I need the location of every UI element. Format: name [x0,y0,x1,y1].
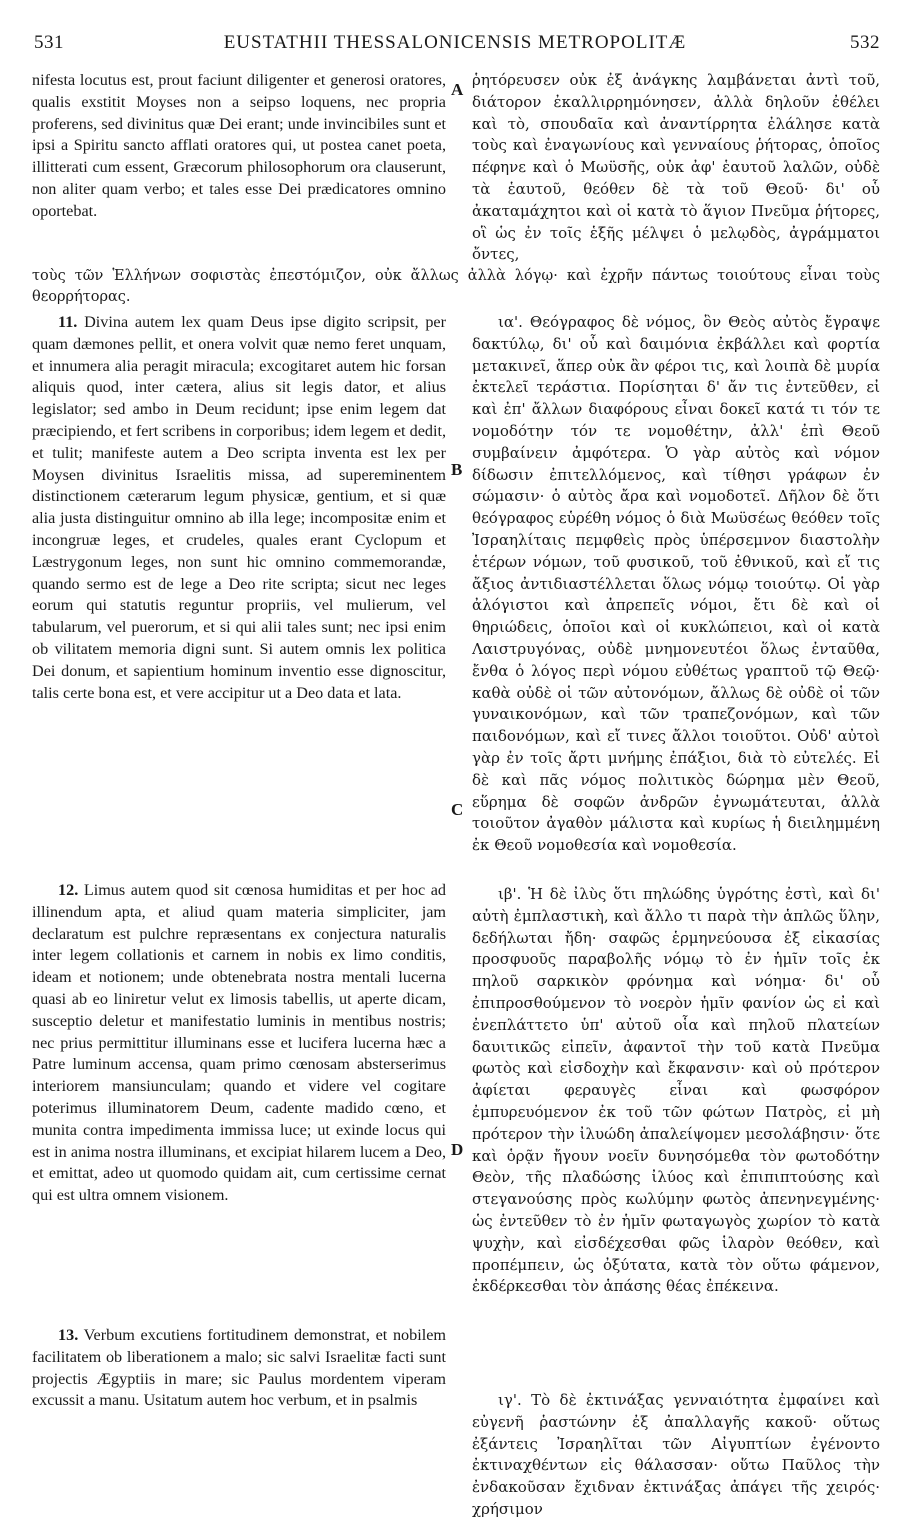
greek-11-text: Θεόγραφος δὲ νόμος, ὃν Θεὸς αὐτὸς ἔγραψε δακτύλῳ, δι' οὗ καὶ δαιμόνια ἐκβάλλει καὶ φορτία μετακινεῖ, ἅπερ οὐκ ἂν φέροι τις, καὶ λοιπὰ δὲ μυρία ἐκτελεῖ τεράστια. Πορίσηται δ' ἄν τις ἐντεῦθεν, εἰ καὶ ἐπ' ἄλλων διαφόρους εἶναι δοκεῖ κατά τι τόν τε νομοδότην τόν τε νομοθέτην, ἀλλ' ἐπὶ Θεοῦ συμβαίνειν ἀμφότερα. Ὁ γὰρ αὐτὸς καὶ νόμον δίδωσιν ἐπιτελλόμενος, καὶ τίθησι γράφων ἐν σώμασιν· ὁ αὐτὸς ἄρα καὶ νομοδοτεῖ. Δῆλον δὲ ὅτι θεόγραφος εὑρέθη νόμος ὁ διὰ Μωϋσέως θεόθεν τοῖς Ἰσραηλίταις πεμφθεὶς πρὸς ὑπέρσεμνον διαστολὴν ἑτέρων νόμων, τοῦ φυσικοῦ, τοῦ ἐθνικοῦ, καὶ εἴ τις ἄξιος ἀντιδιαστέλλεται ὅλως νόμῳ τοιούτῳ. Οἱ γὰρ ἀλόγιστοι καὶ ἀπρεπεῖς νόμοι, ἔτι δὲ καὶ οἱ θηριώδεις, ὁποῖοι καὶ οἱ κυκλώπειοι, καὶ οἱ κατὰ Λαιστρυγόνας, οὐδὲ μνημονευτέοι ὅλως ἐνταῦθα, ἔνθα ὁ λόγος περὶ νόμου εὐθέτως γραπτοῦ τῷ Θεῷ· καθὰ οὐδὲ οἱ τῶν αὐτονόμων, ἄλλως δὲ οὐδὲ οἱ τῶν γυναικονόμων, καὶ τῶν τραπεζονόμων, καὶ τῶν παιδονόμων, καὶ εἴ τινες ἄλλοι τοιοῦτοι. Οὐδ' αὐτοὶ γὰρ ἐν τοῖς ἄρτι μνήμης ἐπάξιοι, διὰ τὸ εὐτελές. Εἰ δὲ καὶ πᾶς νόμος πολιτικὸς δώρημα μὲν Θεοῦ, εὕρημα δὲ σοφῶν ἀνδρῶν ἐγνωμάτευται, ἀλλὰ τοιοῦτον ἀγαθὸν μάλιστα καὶ κυρίως ἡ διειλημμένη ἐκ Θεοῦ νομοθεσία καὶ νομοθεσία. [472,313,880,855]
section-number: ιγ'. [498,1391,522,1409]
latin-11-text: Divina autem lex quam Deus ipse digito scripsit, per quam dæmones pellit, et onera volvit quæ nemo feret unquam, et innumera alia peragit miracula; excogitaret autem hic forsan aliquis quod, inter cætera, alius sit legis dator, et alius legislator; sed ambo in Deum recidunt; ipse enim legem dat præcipiendo, et fert scribens in corporibus; idem legem et dedit, et tulit; manifeste autem a Deo scripta inventa est lex per Moysen divinitus Israelitis missa, ad supereminentem distinctionem cæterarum legum physicæ, gentium, et si quæ alia justa distinguitur omnino ab illa lege; incompositæ enim et incongruæ leges, et crudeles, quales erant Cyclopum et Læstrygonum leges, non sunt hic omnino commemorandæ, quando sermo est de lege a Deo rite scripta; sicut nec leges eorum qui statutis reguntur propriis, vel mulierum, vel tabularum, vel puerorum, et si qui alii tales sunt; nec ipsi enim ob vilitatem memoria digni sunt. Si autem omnis lex politica Dei donum, et sapientium hominum inventio esse dignoscitur, talis certe bona est, et vere accipitur ut a Deo data et lata. [32,313,447,702]
latin-12-text: Limus autem quod sit cœnosa humiditas et per hoc ad illinendum apta, et aliud quam materia simpliciter, jam declaratum est pulchre repræsentans ex conjectura naturalis inter legem collationis et carnem in nobis ex limo conditis, ideam et notionem; unde obtenebrata nostra mentali lucerna quasi ab eo liniretur velut ex limosis tabellis, ut aperte dicam, susceptio deletur et manifestatio luminis in mentibus nostris; nec prius permittitur illuminans esse et lucifera lucerna hæc a Patre luminum accensa, quam primo cœnosam absterserimus interiorem mansiunculam; quando et videre vel cogitare poterimus illuminatorem Deum, cadente madido cœno, et munita contra impedimenta immissa luce; ut exinde locus qui est in anima nostra illuminans, et excipiat hilarem lucem a Deo, et emittat, adeo ut quomodo quidam ait, cum certissime cernat qui est ultra omnem visionem. [32,881,446,1205]
greek-paragraph-11 [472,312,880,857]
greek-paragraph-13 [472,1390,880,1521]
section-number: 13. [58,1326,79,1344]
greek-paragraph-top: ῥητόρευσεν οὐκ ἐξ ἀνάγκης λαμβάνεται ἀντὶ τοῦ, διάτορον ἐκαλλιρρημόνησεν, ἀλλὰ δηλοῦν ἐθέλει καὶ τὸ, σπουδαῖα καὶ ἀναντίρρητα ἐλάλησε κατὰ τοὺς καὶ ἐναγωνίους καὶ γενναίους ῥήτορας, ὁποῖος πέφηνε καὶ ὁ Μωϋσῆς, οὐκ ἀφ' ἑαυτοῦ λαλῶν, οὐδὲ τὰ ἑαυτοῦ, θεόθεν δὲ τὰ τοῦ Θεοῦ· δι' οὗ ἀκαταμάχητοι καὶ οἱ κατὰ τὸ ἅγιον Πνεῦμα ῥήτορες, οἳ ὡς ἐν τοῖς ἑξῆς μέλψει ὁ μελῳδὸς, ἀγράμματοι ὄντες, [472,71,880,264]
running-title: EUSTATHII THESSALONICENSIS METROPOLITÆ [223,32,687,53]
latin-section-13 [32,1325,446,1455]
greek-full-line-text: τοὺς τῶν Ἑλλήνων σοφιστὰς ἐπεστόμιζον, οὐκ ἄλλως ἀλλὰ λόγῳ· καὶ ἐχρῆν πάντως τοιούτους εἶναι τοὺς θεορρήτορας. [32,268,880,305]
greek-section-12 [472,884,880,1384]
greek-12-text: Ἡ δὲ ἰλὺς ὅτι πηλώδης ὑγρότης ἐστὶ, καὶ δι' αὐτὴ ἐμπλαστικὴ, καὶ ἄλλο τι παρὰ τὴν ἁπλῶς ὕλην, δεδήλωται ἤδη· σαφῶς ἑρμηνεύουσα ἐξ εἰκασίας προσφυοῦς παραβολῆς νόμῳ τὸ ἐν ἡμῖν τοῖς ἐκ πηλοῦ σαρκικὸν φρόνημα καὶ νόημα· δι' οὗ ἐπιπροσθούμενον τὸ νοερὸν ἡμῖν φανίον ὡς εἰ καὶ ἐνεπλάττετο ὑπ' αὐτοῦ οἷα καὶ πηλοῦ πλατείων δαυιτικῶς εἰπεῖν, ἀφαντοῖ τὴν τοῦ κατὰ Πνεῦμα φωτὸς καὶ εἰσδοχὴν καὶ ἔκφανσιν· καὶ οὐ πρότερον ἀφίεται φεραυγὲς εἶναι καὶ φωσφόρον ἐμπυρευόμενον ἐκ τοῦ τῶν φώτων Πατρὸς, εἰ μὴ πρότερον τὴν ἰλυώδη ἀπαλείψομεν μεσολάβησιν· ὅτε καὶ ὁρᾷν ἤγουν νοεῖν δυνησόμεθα τὸν φωτοδότην Θεὸν, τῆς πλαδώσης ἰλύος καὶ ἐπιπιπτούσης καὶ στεγανούσης πρὸς κωλύμην φωτὸς ἀπενηνεγμένης· ὡς ἐντεῦθεν τὸ ἐν ἡμῖν φωταγωγὸς χωρίον τὸ κατὰ ψυχὴν, καὶ εἰσδέχεσθαι φῶς ἱλαρὸν θεόθεν, καὶ προπέμπειν, ὡς ὀξύτατα, κατὰ τὸν οὕτω φάμενον, ἐκδέρκεσθαι τὸν ἁπάσης θέας ἐπέκεινα. [472,885,880,1296]
greek-section-13 [472,1390,880,1518]
latin-paragraph-top: nifesta locutus est, prout faciunt diligenter et generosi oratores, qualis exstitit Moyses non a seipso loquens, nec propria proferens, sed divinitus quæ Dei erant; unde invincibiles sunt et ipsi a Spiritu sancto afflati oratores qui, ut postea canet poeta, illitterati cum essent, Græcorum philosophorum ora clauserunt, non aliter quam verbo; et tales esse Dei prædicatores omnino oportebat. [32,71,446,220]
greek-13-text: Τὸ δὲ ἐκτινάξας γενναιότητα ἐμφαίνει καὶ εὐγενῆ ῥαστώνην ἐξ ἀπαλλαγῆς κακοῦ· οὕτως ἐξάντεις Ἰσραηλῖται τῶν Αἰγυπτίων ἐγένοντο ἐκτιναχθέντων εἰς θάλασσαν· οὕτω Παῦλος τὴν ἐνδακοῦσαν ἔχιδναν ἐκτινάξας ἀπάγει τῆς χειρός· χρήσιμον [472,1391,880,1518]
greek-full-width-line [32,266,880,310]
margin-letter-d: D [451,1140,464,1159]
latin-paragraph-13 [32,1325,446,1412]
section-number: 11. [58,313,78,331]
running-header [30,32,880,60]
margin-letter-a: A [451,80,464,99]
greek-section-11 [472,312,880,882]
section-number: ιβ'. [498,885,522,903]
greek-column-top [472,70,880,265]
section-number: 12. [58,881,79,899]
page-number-left: 531 [34,32,64,53]
page-number-right: 532 [850,32,880,53]
margin-letter-b: B [451,460,463,479]
latin-section-11 [32,312,446,842]
latin-paragraph-11 [32,312,446,704]
latin-column-top [32,70,446,265]
latin-13-text: Verbum excutiens fortitudinem demonstrat, et nobilem facilitatem ob liberationem a malo; sic salvi Israelitæ facti sunt projectis Ægyptiis in mare; sic Paulus mordentem viperam excussit a manu. Usitatum autem hoc verbum, et in psalmis [32,1326,446,1410]
greek-paragraph-12 [472,884,880,1298]
latin-section-12 [32,880,446,1320]
margin-letter-c: C [451,800,464,819]
section-number: ια'. [498,313,523,331]
latin-paragraph-12 [32,880,446,1207]
